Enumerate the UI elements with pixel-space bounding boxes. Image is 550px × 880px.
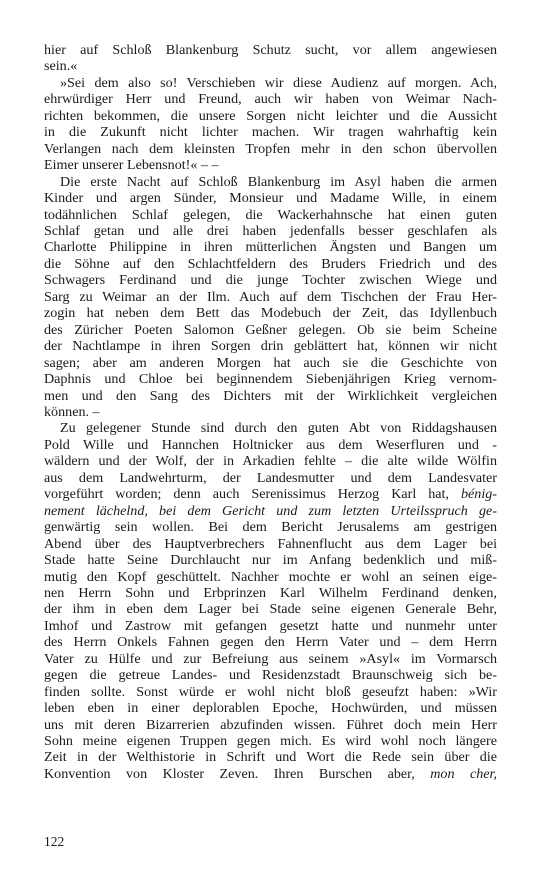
italic-word: bénig-	[460, 486, 497, 503]
text-line: genwärtig sein wollen. Bei dem Bericht Jerusalems am gestrigen	[44, 519, 497, 536]
text-line: finden sollte. Sonst würde er wohl nicht bloß geseufzt haben: »Wir	[44, 683, 497, 700]
body-text	[44, 42, 497, 782]
text-line: Zeit in der Welthistorie in Schrift und Wort die Rede sein über die	[44, 749, 497, 766]
text-line: todähnlichen Schlaf gelegen, die Wackerhahnsche hat einen guten	[44, 206, 497, 223]
text-line: Konvention von Kloster Zeven. Ihren Burschen aber, mon cher,	[44, 765, 497, 782]
text-line: sein.«	[44, 58, 78, 75]
text-line: men und den Sang des Dichters mit der Wirklichkeit vergleichen	[44, 387, 497, 404]
text-line: des Züricher Poeten Salomon Geßner gelegen. Ob sie beim Scheine	[44, 321, 497, 338]
text-line: der Nachtlampe in ihren Sorgen drin geblättert hat, können wir nicht	[44, 338, 497, 355]
italic-word: nement lächelnd, bei dem Gericht und zum letzten Urteilsspruch ge-	[44, 502, 497, 519]
text-line: Eimer unserer Lebensnot!« – –	[44, 157, 219, 174]
text-line: sagen; aber am anderen Morgen hat auch sie die Geschichte von	[44, 354, 497, 371]
text-line: aus dem Landwehrturm, der Landesmutter und dem Landesvater	[44, 469, 497, 486]
text-line: uns mit deren Bizarrerien abzufinden wissen. Führet doch mein Herr	[44, 716, 497, 733]
text-line: Vater zu Hülfe und zur Befreiung aus seinem »Asyl« im Vormarsch	[44, 650, 497, 667]
text-line: zogin hat neben dem Bett das Modebuch der Zeit, das Idyllenbuch	[44, 305, 497, 322]
text-line: des Herrn Onkels Fahnen gegen den Herrn Vater und – dem Herrn	[44, 634, 497, 651]
text-line: Charlotte Philippine in ihren mütterlichen Ängsten und Bangen um	[44, 239, 497, 256]
page-number: 122	[44, 834, 65, 849]
text-line: wäldern und der Wolf, der in Arkadien fehlte – die alte wilde Wölfin	[44, 453, 497, 470]
text-line: mutig den Kopf geschüttelt. Nachher mochte er wohl an seinen eige-	[44, 568, 497, 585]
text-line: Imhof und Zastrow mit gefangen gesetzt hatte und nunmehr unter	[44, 617, 497, 634]
text-line: ehrwürdiger Herr und Freund, auch wir haben von Weimar Nach-	[44, 91, 497, 108]
text-line: leben eben in einer deplorablen Epoche, Hochwürden, und müssen	[44, 700, 497, 717]
text-line: Sohn meine eigenen Truppen gegen mich. Es wird wohl noch längere	[44, 733, 497, 750]
text-line: hier auf Schloß Blankenburg Schutz sucht, vor allem angewiesen	[44, 42, 497, 58]
text-line: der ihm in eben dem Lager bei Stade seine eigenen Generale Behr,	[44, 601, 497, 618]
italic-word: mon cher,	[430, 765, 497, 782]
text-line: Die erste Nacht auf Schloß Blankenburg im Asyl haben die armen	[60, 173, 497, 190]
text-line: Zu gelegener Stunde sind durch den guten Abt von Riddagshausen	[60, 420, 497, 437]
text-line: können. –	[44, 403, 100, 420]
text-line: gegen die getreue Landes- und Residenzstadt Braunschweig sich be-	[44, 667, 497, 684]
text-line: Verlangen nach dem kleinsten Tropfen mehr in den schon übervollen	[44, 140, 497, 157]
text-line: nen Herrn Sohn und Erbprinzen Karl Wilhelm Ferdinand denken,	[44, 584, 497, 601]
text-line: Kinder und argen Sünder, Monsieur und Madame Wille, in einem	[44, 190, 497, 207]
text-line: die Söhne auf den Schlachtfeldern des Bruders Friedrich und des	[44, 255, 497, 272]
text-line: Schlaf getan und alle drei haben jedenfalls besser geschlafen als	[44, 222, 497, 239]
text-line: Pold Wille und Hannchen Holtnicker aus dem Weserfluren und -	[44, 436, 497, 453]
text-line: »Sei dem also so! Verschieben wir diese Audienz auf morgen. Ach,	[60, 74, 497, 91]
text-line	[44, 503, 497, 519]
text-line: vorgeführt worden; denn auch Serenissimus Herzog Karl hat, bénig-	[44, 486, 497, 503]
text-line: richten bekommen, die unsere Sorgen nicht leichter und die Aussicht	[44, 107, 497, 124]
text-line: Abend über des Hauptverbrechers Fahnenflucht aus dem Lager bei	[44, 535, 497, 552]
text-line: Stade hatte Seine Durchlaucht nur im Anfang bedenklich und miß-	[44, 552, 497, 569]
text-line: in die Zukunft nicht lichter machen. Wir tragen wahrhaftig kein	[44, 124, 497, 141]
text-line: Sarg zu Weimar an der Ilm. Auch auf dem Tischchen der Frau Her-	[44, 288, 497, 305]
text-line: Schwagers Ferdinand und die junge Tochter zwischen Wiege und	[44, 272, 497, 289]
text-line: Daphnis und Chloe bei beginnendem Siebenjährigen Krieg vernom-	[44, 371, 497, 388]
